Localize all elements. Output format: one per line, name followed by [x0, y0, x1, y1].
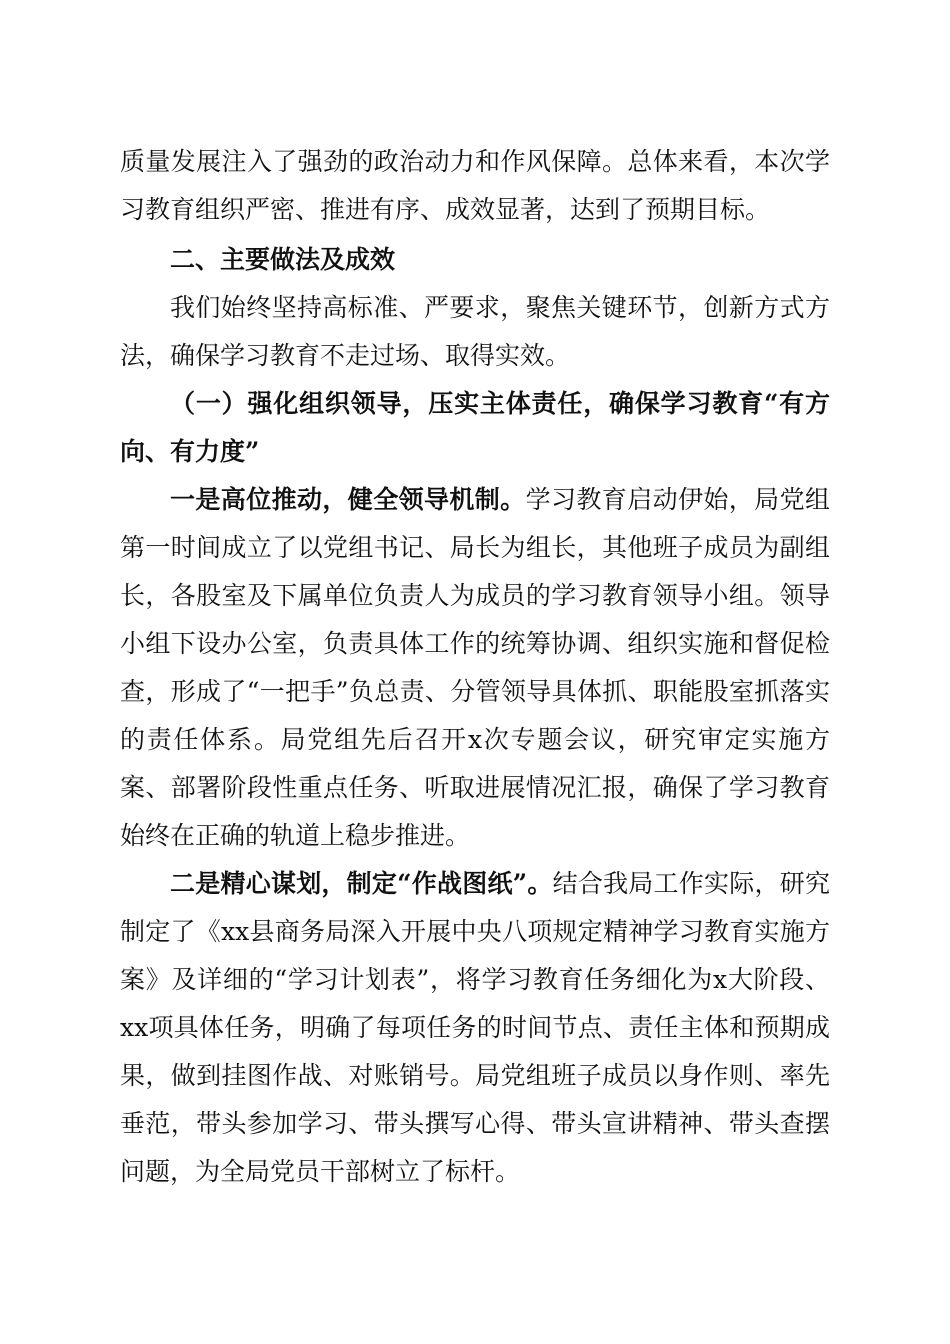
paragraph-continuation: 质量发展注入了强劲的政治动力和作风保障。总体来看，本次学习教育组织严密、推进有序、成效显著，达到了预期目标。 — [120, 147, 830, 224]
paragraph-intro: 我们始终坚持高标准、严要求，聚焦关键环节，创新方式方法，确保学习教育不走过场、取得实效。 — [120, 293, 830, 370]
paragraph-lead-text: 一是高位推动，健全领导机制。 — [170, 485, 526, 514]
paragraph-body-text: 结合我局工作实际，研究制定了《xx县商务局深入开展中央八项规定精神学习教育实施方案》及详细的“学习计划表”，将学习教育任务细化为x大阶段、xx项具体任务，明确了每项任务的时间节点、责任主体和预期成果，做到挂图作战、对账销号。局党组班子成员以身作则、率先垂范，带头参加学习、带头撰写心得、带头宣讲精神、带头查摆问题，为全局党员干部树立了标杆。 — [120, 869, 830, 1186]
document-body — [120, 138, 830, 1196]
paragraph-leadership — [120, 476, 830, 860]
section-heading: 二、主要做法及成效 — [170, 245, 396, 274]
paragraph-body-text: 学习教育启动伊始，局党组第一时间成立了以党组书记、局长为组长，其他班子成员为副组长，各股室及下属单位负责人为成员的学习教育领导小组。领导小组下设办公室，负责具体工作的统筹协调、组织实施和督促检查，形成了“一把手”负总责、分管领导具体抓、职能股室抓落实的责任体系。局党组先后召开x次专题会议，研究审定实施方案、部署阶段性重点任务、听取进展情况汇报，确保了学习教育始终在正确的轨道上稳步推进。 — [120, 485, 830, 850]
paragraph-lead-text: 二是精心谋划，制定“作战图纸”。 — [170, 869, 553, 898]
paragraph-planning — [120, 860, 830, 1196]
subsection-heading: （一）强化组织领导，压实主体责任，确保学习教育“有方向、有力度” — [120, 389, 830, 466]
